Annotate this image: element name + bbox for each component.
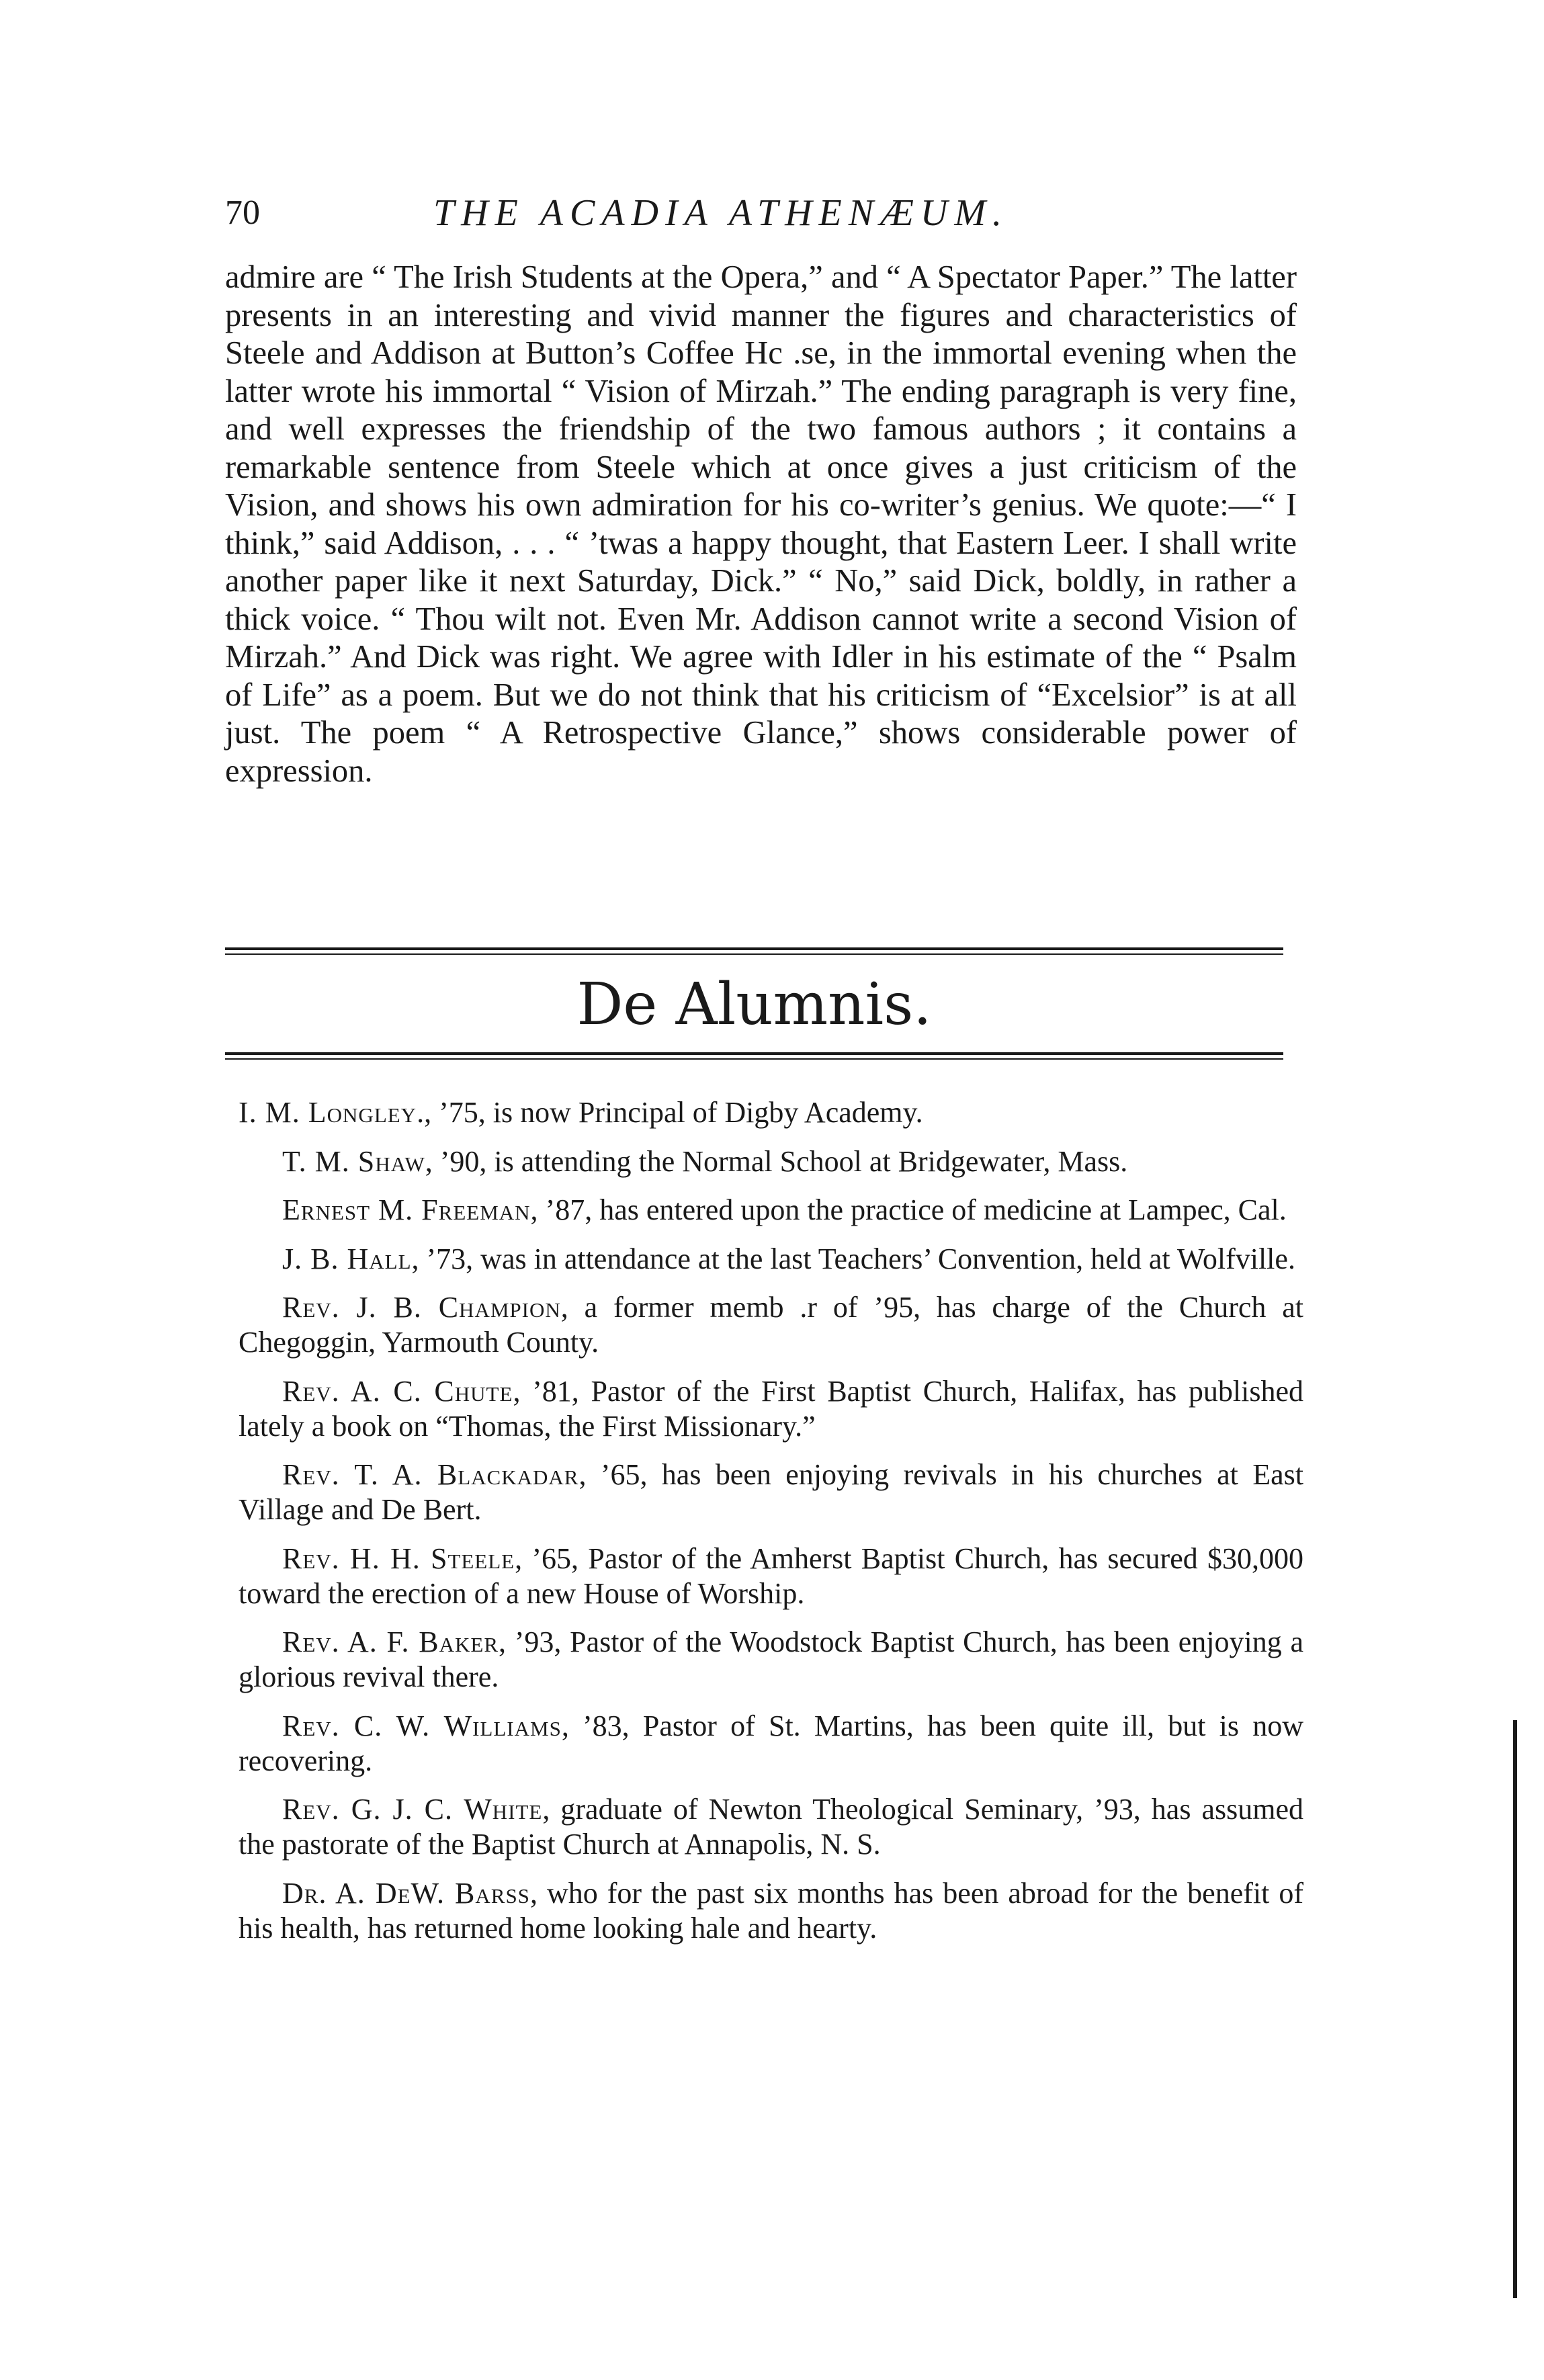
running-title: THE ACADIA ATHENÆUM. [433, 192, 1009, 234]
alumni-text: , a former memb .r of ’95, has charge of the Church at Chegoggin, Yarmouth County. [239, 1291, 1304, 1359]
alumni-name: I. M. Longley [239, 1096, 417, 1129]
alumni-text: , who for the past six months has been abroad for the benefit of his health, has returned home looking hale and hearty. [239, 1876, 1303, 1945]
alumni-entry [239, 1625, 1303, 1695]
alumni-text: , ’81, Pastor of the First Baptist Church, Halifax, has published lately a book on “Thomas, the First Missionary.” [239, 1374, 1303, 1443]
alumni-name: Rev. T. A. Blackadar [282, 1458, 579, 1491]
alumni-text: , ’73, was in attendance at the last Teachers’ Convention, held at Wolfville. [411, 1242, 1295, 1275]
alumni-entry [239, 1290, 1303, 1360]
scan-edge-bar [1513, 1720, 1517, 2298]
alumni-name: Rev. A. F. Baker [282, 1625, 499, 1658]
alumni-entry [239, 1144, 1303, 1179]
alumni-text: , ’83, Pastor of St. Martins, has been quite ill, but is now recovering. [239, 1709, 1303, 1777]
article-paragraph: admire are “ The Irish Students at the Opera,” and “ A Spectator Paper.” The latter presents in an interesting and vivid manner the figures and characteristics of Steele and Addison at Button’s Coffee Hc .se, in the immortal evening when the latter wrote his immortal “ Vision of Mirzah.” The ending paragraph is very fine, and well expresses the friendship of the two famous authors ; it contains a remarkable sentence from Steele which at once gives a just criticism of the Vision, and shows his own admiration for his co-writer’s genius. We quote:—“ I think,” said Addison, . . . “ ’twas a happy thought, that Eastern Leer. I shall write another paper like it next Saturday, Dick.” “ No,” said Dick, boldly, in rather a thick voice. “ Thou wilt not. Even Mr. Addison cannot write a second Vision of Mirzah.” And Dick was right. We agree with Idler in his estimate of the “ Psalm of Life” as a poem. But we do not think that his criticism of “Excelsior” is at all just. The poem “ A Retrospective Glance,” shows considerable power of expression. [225, 259, 1297, 789]
alumni-name: J. B. Hall [282, 1242, 412, 1275]
alumni-entry [239, 1374, 1303, 1444]
alumni-entry [239, 1242, 1303, 1277]
alumni-entry [239, 1709, 1303, 1779]
alumni-name: T. M. Shaw [282, 1144, 425, 1178]
page-header [225, 189, 1300, 243]
alumni-name: Rev. A. C. Chute [282, 1374, 513, 1408]
alumni-text: , ’65, Pastor of the Amherst Baptist Church, has secured $30,000 toward the erection of a new House of Worship. [239, 1541, 1303, 1610]
alumni-list [239, 1095, 1303, 1959]
alumni-entry [239, 1876, 1303, 1946]
alumni-name: Rev. J. B. Champion [282, 1291, 561, 1324]
alumni-name: Rev. H. H. Steele [282, 1541, 515, 1575]
alumni-entry [239, 1095, 1303, 1130]
alumni-text: , ’90, is attending the Normal School at Bridgewater, Mass. [425, 1144, 1128, 1178]
alumni-name: Rev. G. J. C. White [282, 1793, 543, 1826]
alumni-name: Dr. A. DeW. Barss [282, 1876, 530, 1910]
alumni-text: , ’87, has entered upon the practice of medicine at Lampec, Cal. [530, 1193, 1287, 1226]
alumni-text: , graduate of Newton Theological Seminary, ’93, has assumed the pastorate of the Baptist Church at Annapolis, N. S. [239, 1793, 1304, 1861]
alumni-text: ., ’75, is now Principal of Digby Academy. [417, 1096, 923, 1129]
alumni-entry [239, 1792, 1303, 1862]
section-title: De Alumnis. [576, 971, 932, 1038]
page-number: 70 [225, 194, 260, 232]
section-rule-top [225, 947, 1283, 955]
alumni-name: Rev. C. W. Williams [282, 1709, 562, 1742]
alumni-name: Ernest M. Freeman [282, 1193, 531, 1226]
alumni-text: , ’65, has been enjoying revivals in his churches at East Village and De Bert. [239, 1458, 1303, 1526]
section-rule-bottom [225, 1052, 1283, 1060]
alumni-entry [239, 1193, 1303, 1228]
alumni-entry [239, 1541, 1303, 1611]
alumni-text: , ’93, Pastor of the Woodstock Baptist Church, has been enjoying a glorious revival there. [239, 1625, 1303, 1693]
alumni-entry [239, 1457, 1303, 1527]
